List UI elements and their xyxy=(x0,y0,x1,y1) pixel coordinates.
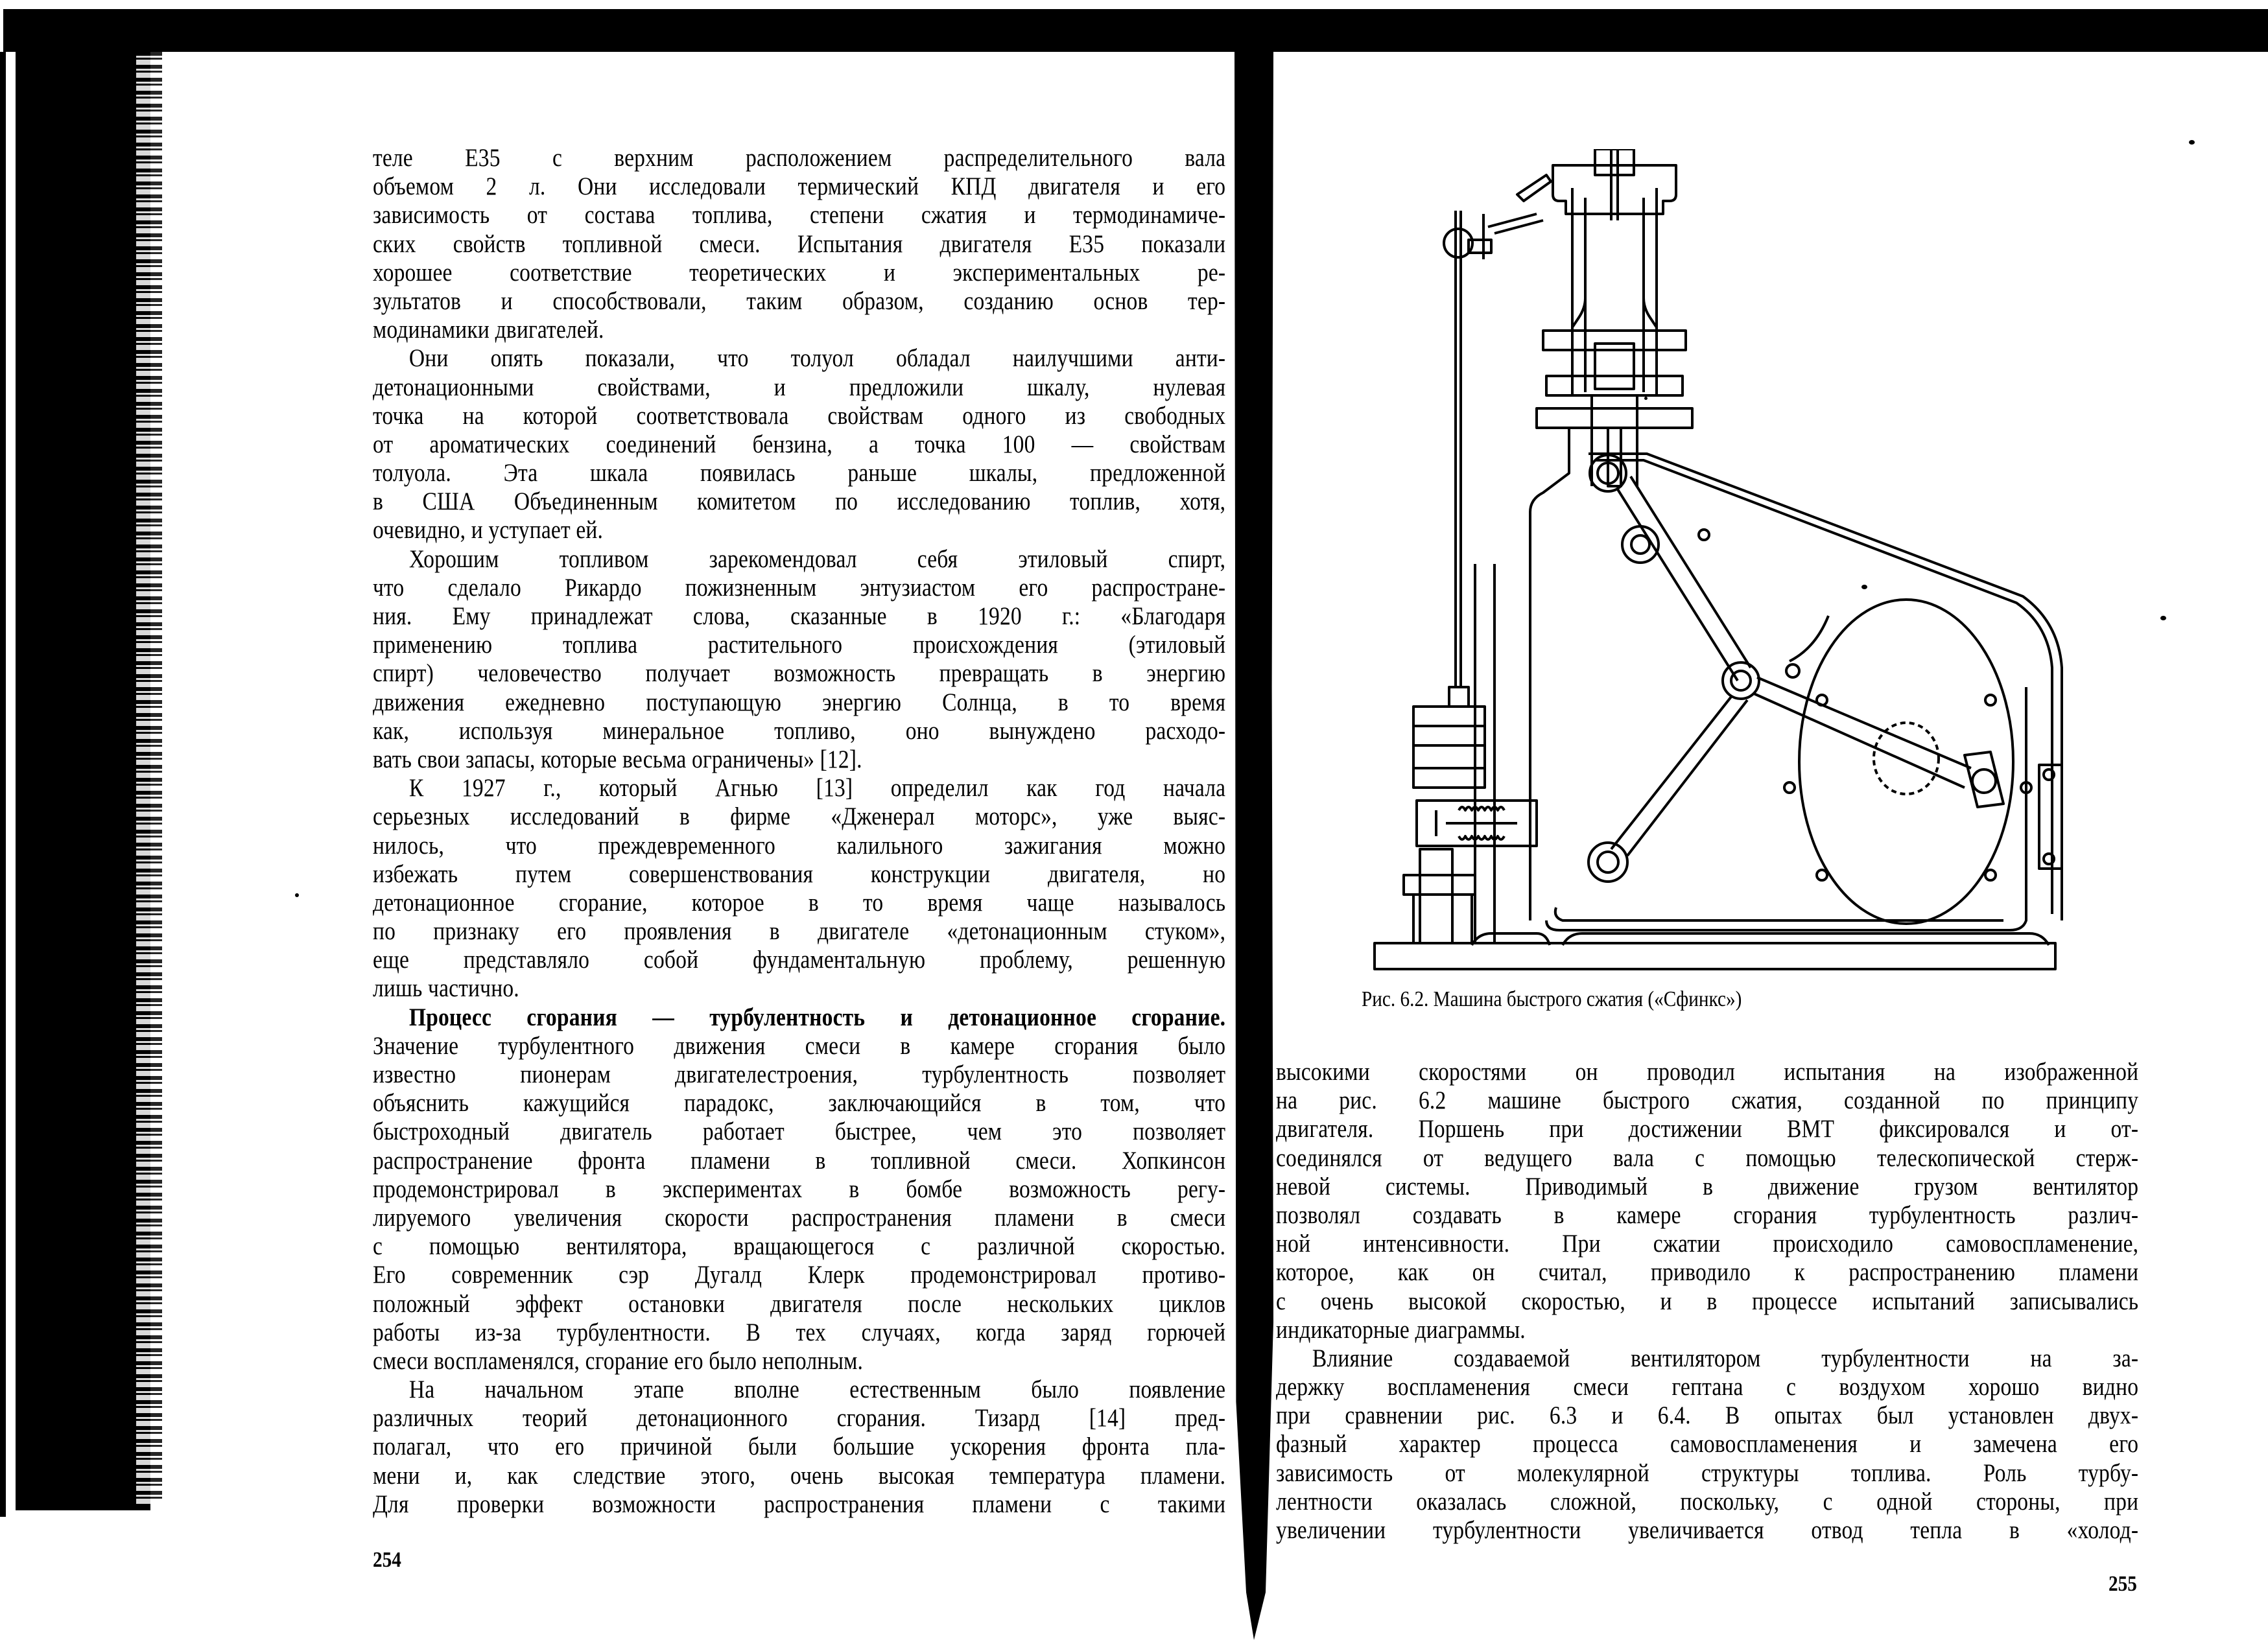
text-line: детонационными свойствами, и предложили шкалу, нулевая xyxy=(373,373,1226,401)
text-line: при сравнении рис. 6.3 и 6.4. В опытах был установлен двух- xyxy=(1276,1401,2139,1430)
text-line: работы из-за турбулентности. В тех случаях, когда заряд горючей xyxy=(373,1318,1226,1346)
text-line: детонационное сгорание, которое в то время чаще называлось xyxy=(373,888,1226,917)
text-line: лентности оказалась сложной, поскольку, с одной стороны, при xyxy=(1276,1487,2139,1516)
injector-spring-assembly xyxy=(1404,801,1537,943)
text-line: которое, как он считал, приводило к распространению пламени xyxy=(1276,1258,2139,1287)
scan-border-top xyxy=(3,9,2268,52)
fuel-valve-rod xyxy=(1444,175,1551,707)
text-line: смеси воспламенялся, сгорание его было неполным. xyxy=(373,1346,864,1375)
left-page-number: 254 xyxy=(373,1548,401,1572)
text-line: объяснить кажущийся парадокс, заключающийся в том, что xyxy=(373,1089,1226,1118)
text-line: увеличении турбулентности увеличивается отвод тепла в «холод- xyxy=(1276,1516,2139,1544)
text-line: фазный характер процесса самовоспламенения и замечена его xyxy=(1276,1430,2139,1458)
text-line: Его современник сэр Дугалд Клерк продемонстрировал противо- xyxy=(373,1261,1226,1289)
text-line: двигателя. Поршень при достижении ВМТ фиксировался и от- xyxy=(1276,1115,2139,1143)
text-line: зультатов и способствовали, таким образом, созданию основ тер- xyxy=(373,287,1226,315)
text-line: очевидно, и уступает ей. xyxy=(373,516,604,544)
section-heading-line: Процесс сгорания — турбулентность и детонационное сгорание. xyxy=(408,1003,1226,1031)
left-page-body xyxy=(373,144,1225,1519)
text-line: спирт) человечество получает возможность превращать в энергию xyxy=(373,659,1226,688)
text-line: лируемого увеличения скорости распространения пламени в смеси xyxy=(373,1203,1226,1232)
text-line: На начальном этапе вполне естественным было появление xyxy=(408,1376,1226,1404)
scan-border-speckle xyxy=(136,52,162,1504)
text-line: позволял создавать в камере сгорания турбулентность различ- xyxy=(1276,1200,2139,1229)
text-line: зависимость от состава топлива, степени сжатия и термодинамиче- xyxy=(373,201,1226,229)
text-line: распространение фронта пламени в топливной смеси. Хопкинсон xyxy=(373,1146,1226,1175)
text-line: Влияние создаваемой вентилятором турбулентности на за- xyxy=(1312,1344,2139,1372)
fan-flywheel xyxy=(1784,600,2062,924)
text-line: движения ежедневно поступающую энергию Солнца, в то время xyxy=(373,688,1226,716)
text-line: положный эффект остановки двигателя после нескольких циклов xyxy=(373,1289,1226,1318)
text-line: индикаторные диаграммы. xyxy=(1276,1315,1526,1344)
text-line: ной интенсивности. При сжатии происходило самовоспламенение, xyxy=(1276,1230,2139,1258)
right-page-number: 255 xyxy=(2109,1572,2137,1596)
text-line: Для проверки возможности распространения пламени с такими xyxy=(373,1490,1226,1518)
text-line: в США Объединенным комитетом по исследованию топлив, хотя, xyxy=(373,487,1226,516)
text-line: держку воспламенения смеси гептана с воздухом хорошо видно xyxy=(1276,1373,2139,1401)
scan-speck xyxy=(295,893,299,897)
text-line: по признаку его проявления в двигателе «детонационным стуком», xyxy=(373,917,1226,946)
text-line: как, используя минеральное топливо, оно вынуждено расходо- xyxy=(373,716,1226,745)
figure-rapid-compression-machine xyxy=(1323,149,2101,985)
scan-speck xyxy=(2189,140,2195,145)
text-line: высокими скоростями он проводил испытания на изображенной xyxy=(1276,1058,2139,1086)
text-line: ния. Ему принадлежат слова, сказанные в 1920 г.: «Благодаря xyxy=(373,602,1226,630)
text-line: соединялся от ведущего вала с помощью телескопической стерж- xyxy=(1276,1143,2139,1172)
text-line: быстроходный двигатель работает быстрее, чем это позволяет xyxy=(373,1118,1226,1146)
text-line: различных теорий детонационного сгорания. Тизард [14] пред- xyxy=(373,1404,1226,1433)
text-line: точка на которой соответствовала свойствам одного из свободных xyxy=(373,401,1226,430)
text-line: с помощью вентилятора, вращающегося с различной скоростью. xyxy=(373,1232,1226,1261)
text-line: продемонстрировал в экспериментах в бомбе возможность регу- xyxy=(373,1175,1226,1203)
text-line: хорошее соответствие теоретических и экспериментальных ре- xyxy=(373,258,1226,287)
right-page-body xyxy=(1276,1058,2138,1545)
text-line: модинамики двигателей. xyxy=(373,316,604,344)
text-line: избежать путем совершенствования конструкции двигателя, но xyxy=(373,860,1226,888)
text-line: полагал, что его причиной были большие ускорения фронта пла- xyxy=(373,1433,1226,1461)
cylinder-column xyxy=(1537,149,1692,486)
text-line: Значение турбулентного движения смеси в камере сгорания было xyxy=(373,1031,1226,1060)
text-line: известно пионерам двигателестроения, турбулентность позволяет xyxy=(373,1060,1226,1088)
scan-border-left-edge xyxy=(0,52,6,1517)
text-line: от ароматических соединений бензина, а точка 100 — свойствам xyxy=(373,430,1226,458)
text-line: теле Е35 с верхним расположением распределительного вала xyxy=(373,144,1226,172)
text-line: что сделало Рикардо пожизненным энтузиастом его распростране- xyxy=(373,573,1226,602)
machine-frame xyxy=(1475,428,2062,943)
figure-caption: Рис. 6.2. Машина быстрого сжатия («Сфинкс») xyxy=(1362,987,1742,1011)
text-line: на рис. 6.2 машине быстрого сжатия, созданной по принципу xyxy=(1276,1086,2139,1115)
text-line: Они опять показали, что толуол обладал наилучшими анти- xyxy=(408,344,1226,373)
text-line: еще представляло собой фундаментальную проблему, решенную xyxy=(373,946,1226,974)
book-gutter-shadow xyxy=(1234,52,1273,1640)
text-line: толуола. Эта шкала появилась раньше шкалы, предложенной xyxy=(373,459,1226,487)
text-line: зависимость от молекулярной структуры топлива. Роль турбу- xyxy=(1276,1458,2139,1487)
text-line: применению топлива растительного происхождения (этиловый xyxy=(373,631,1226,659)
scan-speck xyxy=(2160,616,2166,620)
text-line: К 1927 г., который Агнью [13] определил как год начала xyxy=(408,774,1226,802)
text-line: лишь частично. xyxy=(373,974,519,1003)
text-line: вать свои запасы, которые весьма ограничены» [12]. xyxy=(373,745,862,773)
text-line: серьезных исследований в фирме «Дженерал моторс», уже выяс- xyxy=(373,802,1226,831)
text-line: объемом 2 л. Они исследовали термический КПД двигателя и его xyxy=(373,172,1226,201)
text-line: нилось, что преждевременного калильного зажигания можно xyxy=(373,831,1226,860)
machine-base-plate xyxy=(1375,933,2055,969)
text-line: ских свойств топливной смеси. Испытания двигателя Е35 показали xyxy=(373,229,1226,258)
text-line: с очень высокой скоростью, и в процессе испытаний записывались xyxy=(1276,1287,2139,1315)
text-line: невой системы. Приводимый в движение грузом вентилятор xyxy=(1276,1172,2139,1200)
scan-border-left xyxy=(16,52,150,1510)
text-line: Хорошим топливом зарекомендовал себя этиловый спирт, xyxy=(408,544,1226,573)
text-line: мени и, как следствие этого, очень высокая температура пламени. xyxy=(373,1461,1226,1490)
